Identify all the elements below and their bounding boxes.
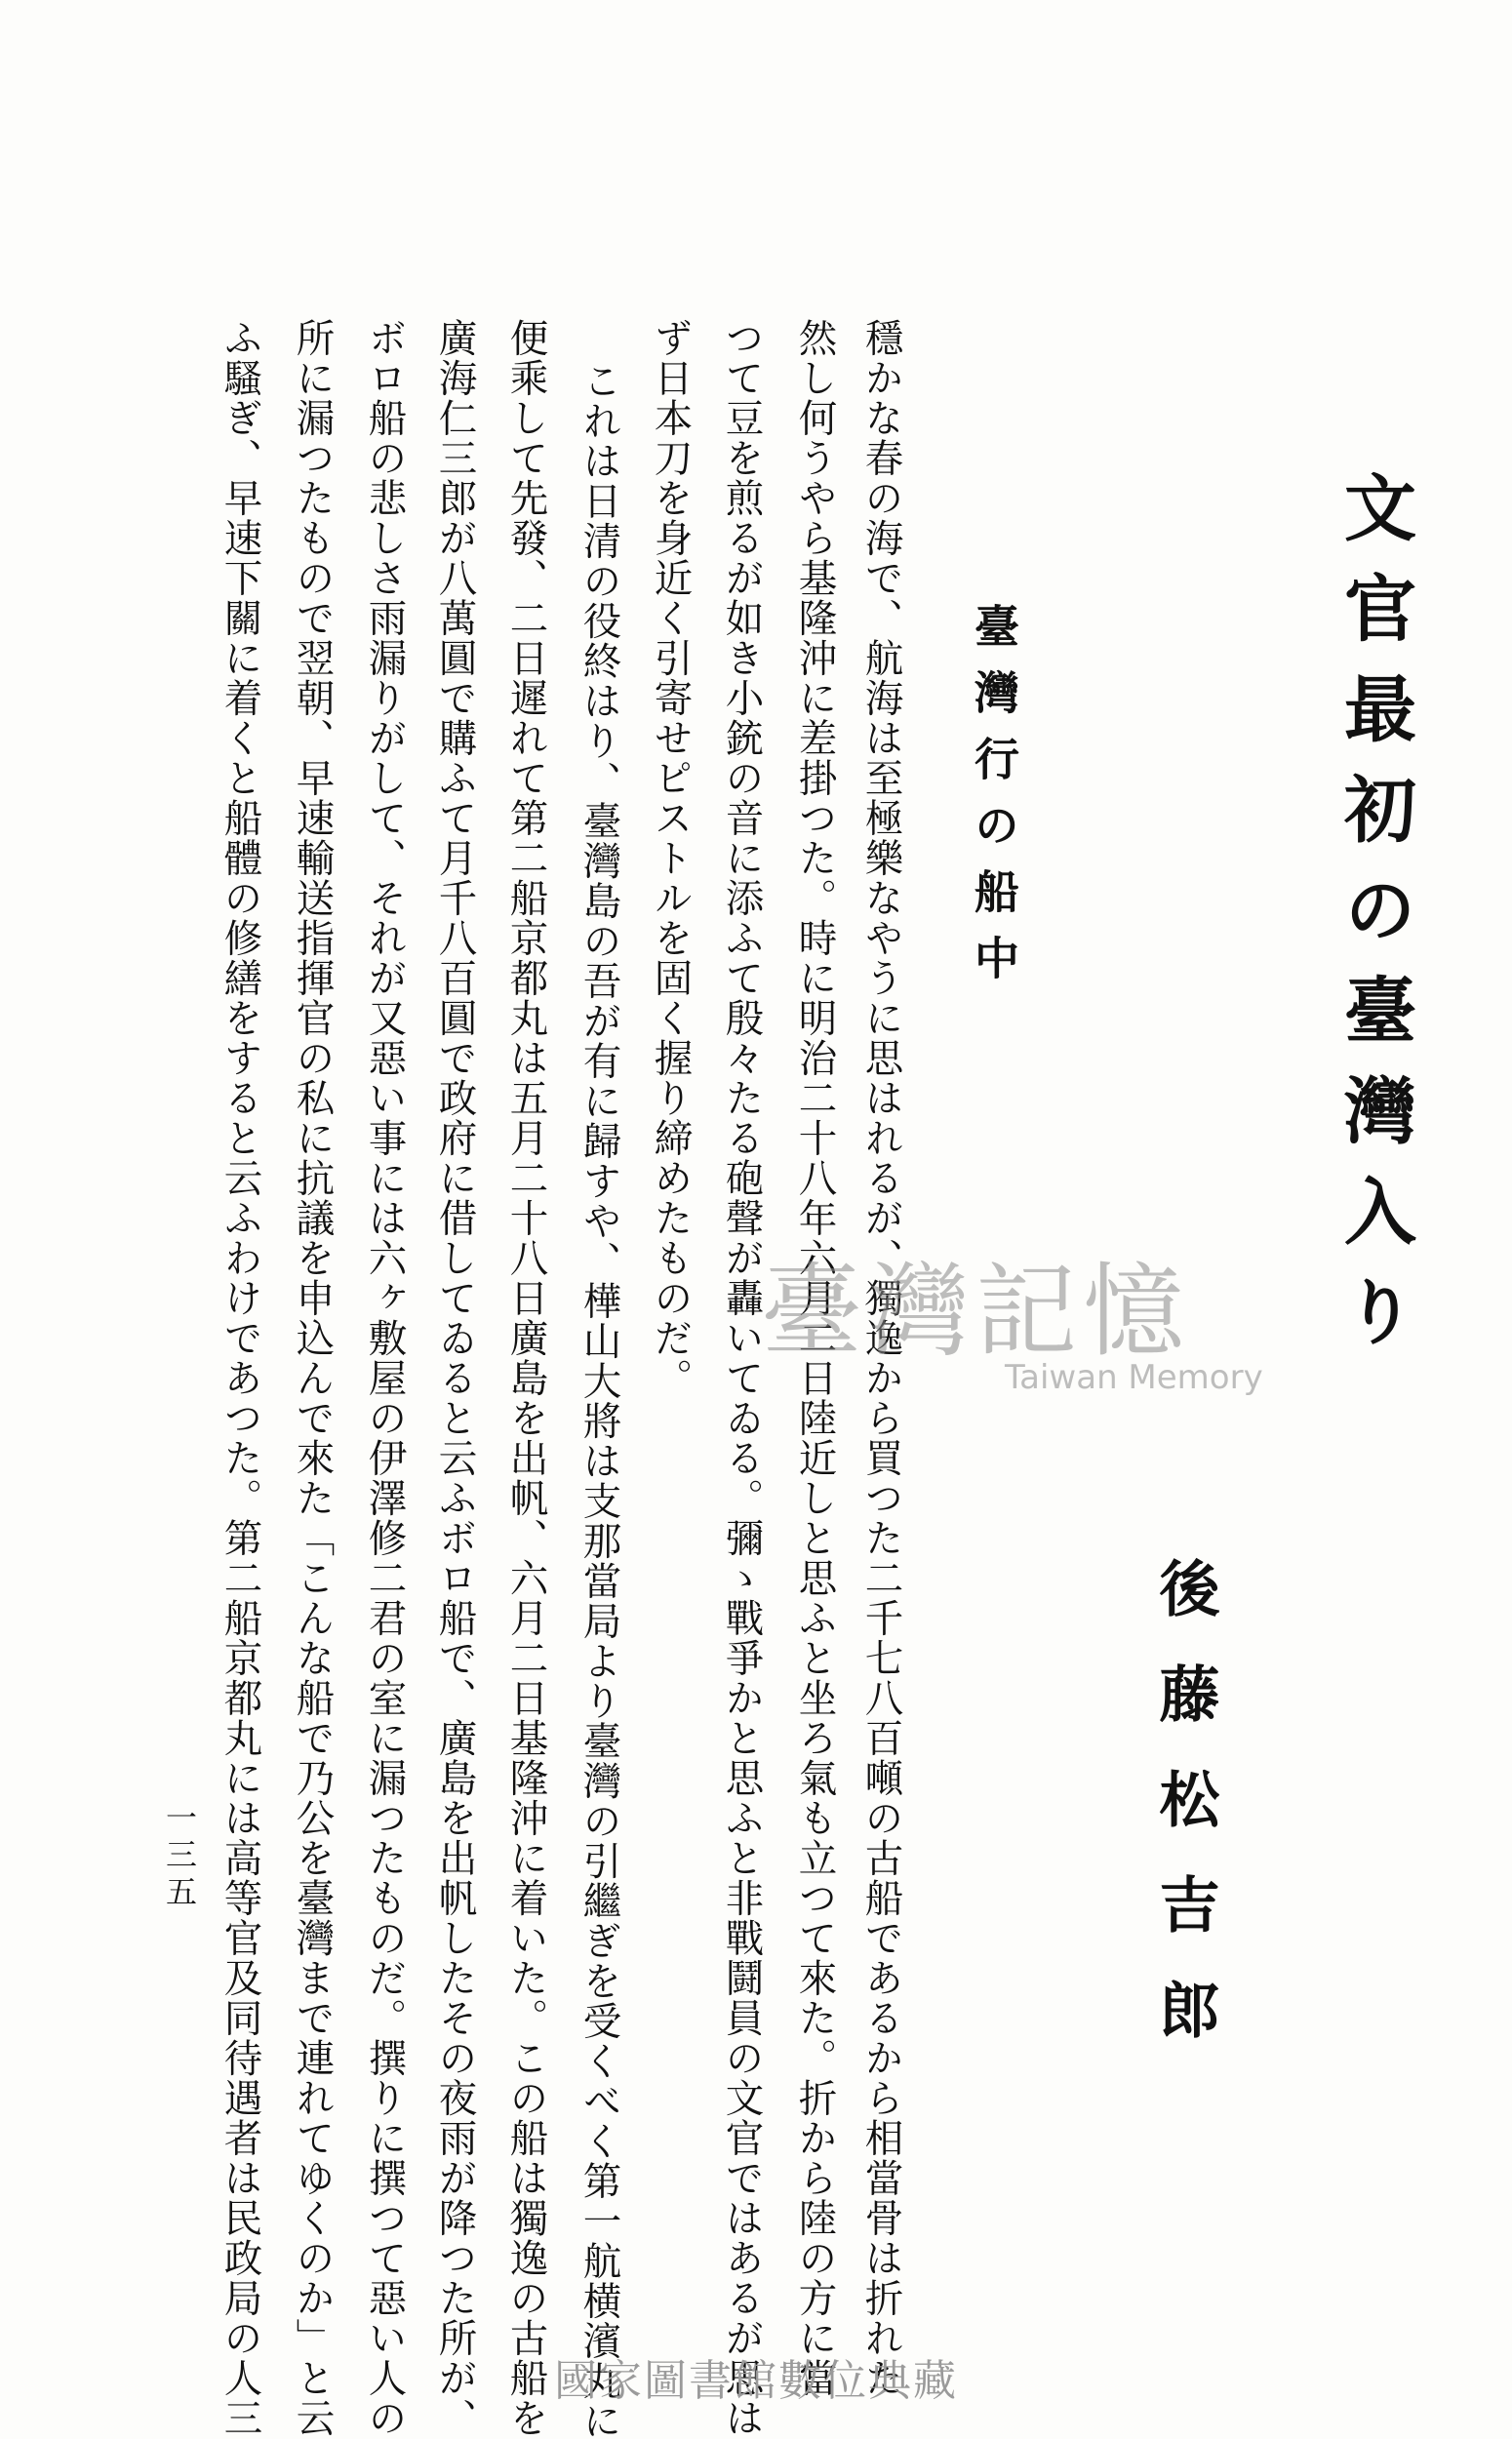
body-line-5: これは日清の役終はり、臺灣島の吾が有に歸すや、樺山大將は支那當局より臺灣の引繼ぎを受くべく第一航横濱丸に (577, 361, 622, 2441)
author-name: 後藤松吉郎 (1149, 1557, 1220, 2084)
watermark-title: 臺灣記憶 (761, 1252, 1191, 1371)
body-line-4: ず日本刀を身近く引寄せピストルを固く握り締めたものだ。 (648, 318, 694, 1398)
footer-credit: 國家圖書館數位典藏 (554, 2356, 958, 2406)
section-heading: 臺灣行の船中 (968, 603, 1020, 1001)
page-number: 一三五 (161, 1801, 198, 1912)
body-line-10: ふ騷ぎ、早速下關に着くと船體の修繕をすると云ふわけであつた。第二船京都丸には高等官及同待遇者は民政局の人三 (218, 318, 263, 2438)
body-line-1: 穩かな春の海で、航海は至極樂なやうに思はれるが、獨逸から買つた二千七八百噸の古船であるから相當骨は折れた (858, 318, 904, 2398)
body-line-8: ボロ船の悲しさ雨漏りがして、それが又惡い事には六ヶ敷屋の伊澤修二君の室に漏つたものだ。撰りに撰つて惡い人の (362, 318, 408, 2438)
body-line-3: つて豆を煎るが如き小銃の音に添ふて殷々たる砲聲が轟いてゐる。彌ゝ戰爭かと思ふと非戰鬪員の文官ではあるが思は (719, 318, 765, 2438)
article-title: 文官最初の臺灣入り (1333, 470, 1416, 1375)
watermark-subtitle: Taiwan Memory (1005, 1358, 1263, 1397)
body-line-9: 所に漏つたもので翌朝、早速輸送指揮官の私に抗議を申込んで來た「こんな船で乃公を臺灣まで連れてゆくのか」と云 (290, 318, 336, 2438)
body-line-7: 廣海仁三郎が八萬圓で購ふて月千八百圓で政府に借してゐると云ふボロ船で、廣島を出帆したその夜雨が降つた所が、 (432, 318, 478, 2438)
taiwan-memory-watermark (761, 1229, 1268, 1415)
body-line-2: 然し何うやら基隆沖に差掛つた。時に明治二十八年六月二日陸近しと思ふと坐ろ氣も立つて來た。折から陸の方に當 (792, 318, 838, 2398)
body-line-6: 便乘して先發、二日遲れて第二船京都丸は五月二十八日廣島を出帆、六月二日基隆沖に着いた。この船は獨逸の古船を (503, 318, 549, 2438)
